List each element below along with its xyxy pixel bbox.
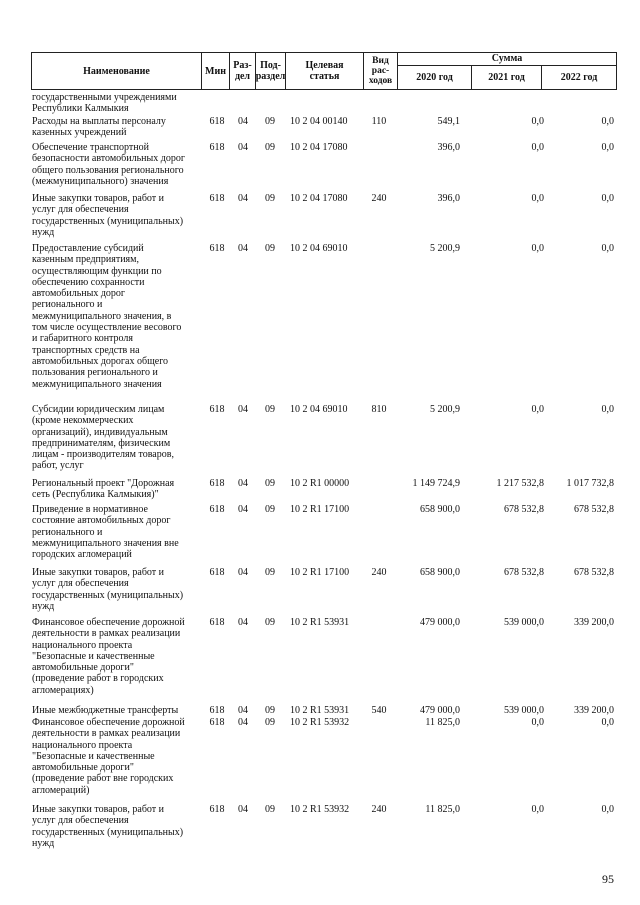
row-subsection: 09 [265, 116, 275, 127]
row-subsection: 09 [265, 567, 275, 578]
row-target-article: 10 2 R1 53931 [290, 705, 350, 716]
row-target-article: 10 2 04 69010 [290, 243, 348, 254]
row-name: Иные межбюджетные трансферты [32, 705, 179, 716]
row-name: Иные закупки товаров, работ и услуг для обеспечения государственных (муниципальных) нужд [32, 193, 184, 238]
header-expense-type: Вид рас- ходов [364, 53, 398, 89]
row-sum-2021: 0,0 [531, 142, 544, 153]
row-expense-type: 240 [371, 804, 387, 815]
row-subsection: 09 [265, 478, 275, 489]
row-section: 04 [238, 478, 248, 489]
row-section: 04 [238, 243, 248, 254]
row-target-article: 10 2 R1 53932 [290, 717, 350, 728]
row-target-article: 10 2 R1 17100 [290, 504, 350, 515]
row-name: Финансовое обеспечение дорожной деятельности в рамках реализации национального проекта "Безопасные и качественные автомобильные дороги" (проведение работ вне городских агломераций) [32, 717, 185, 796]
row-expense-type: 240 [371, 193, 387, 204]
row-ministry: 618 [209, 404, 225, 415]
row-sum-2022: 0,0 [601, 404, 614, 415]
row-ministry: 618 [209, 193, 225, 204]
row-name: Расходы на выплаты персоналу казенных учреждений [32, 116, 166, 139]
page-number: 95 [602, 872, 614, 886]
row-subsection: 09 [265, 193, 275, 204]
row-section: 04 [238, 617, 248, 628]
row-ministry: 618 [209, 116, 225, 127]
row-ministry: 618 [209, 243, 225, 254]
row-expense-type: 110 [371, 116, 387, 127]
row-expense-type: 810 [371, 404, 387, 415]
row-subsection: 09 [265, 243, 275, 254]
row-ministry: 618 [209, 142, 225, 153]
header-name: Наименование [32, 53, 202, 89]
row-subsection: 09 [265, 404, 275, 415]
row-sum-2020: 11 825,0 [425, 717, 460, 728]
row-section: 04 [238, 705, 248, 716]
row-sum-2021: 678 532,8 [504, 504, 544, 515]
row-sum-2020: 479 000,0 [420, 617, 460, 628]
row-sum-2021: 0,0 [531, 404, 544, 415]
row-subsection: 09 [265, 142, 275, 153]
row-subsection: 09 [265, 504, 275, 515]
row-sum-2022: 0,0 [601, 193, 614, 204]
header-sum: Сумма [398, 53, 616, 66]
row-target-article: 10 2 04 00140 [290, 116, 348, 127]
row-sum-2022: 339 200,0 [574, 705, 614, 716]
row-section: 04 [238, 567, 248, 578]
row-sum-2020: 396,0 [437, 142, 460, 153]
row-sum-2022: 0,0 [601, 116, 614, 127]
row-sum-2021: 0,0 [531, 804, 544, 815]
row-sum-2022: 0,0 [601, 243, 614, 254]
row-sum-2020: 549,1 [437, 116, 460, 127]
row-sum-2020: 396,0 [437, 193, 460, 204]
header-ministry: Мин [202, 53, 230, 89]
row-subsection: 09 [265, 617, 275, 628]
row-section: 04 [238, 193, 248, 204]
row-name: Предоставление субсидий казенным предприятиям, осуществляющим функции по обеспечению сохранности автомобильных дорог регионального и межмуниципального значения, в том числе осуществление весового и габаритного контроля транспортных средств на автомобильных дорогах общего пользования регионального и межмуниципального значения [32, 243, 182, 390]
header-section: Раз- дел [230, 53, 256, 89]
row-subsection: 09 [265, 717, 275, 728]
row-sum-2022: 0,0 [601, 804, 614, 815]
header-target-article: Целевая статья [286, 53, 364, 89]
row-sum-2021: 678 532,8 [504, 567, 544, 578]
row-sum-2020: 5 200,9 [430, 243, 460, 254]
row-sum-2021: 1 217 532,8 [496, 478, 544, 489]
row-target-article: 10 2 04 17080 [290, 193, 348, 204]
row-ministry: 618 [209, 478, 225, 489]
header-subsection: Под- раздел [256, 53, 286, 89]
row-target-article: 10 2 R1 00000 [290, 478, 350, 489]
row-name: Обеспечение транспортной безопасности автомобильных дорог общего пользования регионального (межмуниципального) значения [32, 142, 185, 187]
row-section: 04 [238, 717, 248, 728]
row-sum-2021: 0,0 [531, 243, 544, 254]
row-sum-2021: 0,0 [531, 193, 544, 204]
row-sum-2021: 0,0 [531, 116, 544, 127]
row-sum-2022: 339 200,0 [574, 617, 614, 628]
row-ministry: 618 [209, 705, 225, 716]
row-sum-2020: 1 149 724,9 [412, 478, 460, 489]
row-sum-2022: 678 532,8 [574, 567, 614, 578]
header-year-2020: 2020 год [398, 66, 472, 89]
row-name: Приведение в нормативное состояние автомобильных дорог регионального и межмуниципального значения вне городских агломераций [32, 504, 179, 561]
row-section: 04 [238, 404, 248, 415]
row-target-article: 10 2 04 69010 [290, 404, 348, 415]
row-target-article: 10 2 04 17080 [290, 142, 348, 153]
row-ministry: 618 [209, 567, 225, 578]
row-ministry: 618 [209, 804, 225, 815]
row-name: Региональный проект "Дорожная сеть (Республика Калмыкия)" [32, 478, 175, 501]
row-sum-2020: 658 900,0 [420, 567, 460, 578]
row-section: 04 [238, 142, 248, 153]
row-sum-2021: 539 000,0 [504, 705, 544, 716]
row-ministry: 618 [209, 617, 225, 628]
row-sum-2020: 658 900,0 [420, 504, 460, 515]
row-expense-type: 240 [371, 567, 387, 578]
row-subsection: 09 [265, 705, 275, 716]
row-name: Иные закупки товаров, работ и услуг для обеспечения государственных (муниципальных) нужд [32, 567, 184, 612]
header-year-2022: 2022 год [560, 72, 598, 83]
row-subsection: 09 [265, 804, 275, 815]
row-sum-2022: 1 017 732,8 [566, 478, 614, 489]
row-target-article: 10 2 R1 53931 [290, 617, 350, 628]
row-sum-2020: 11 825,0 [425, 804, 460, 815]
row-expense-type: 540 [371, 705, 387, 716]
row-name: Субсидии юридическим лицам (кроме некоммерческих организаций), индивидуальным предпринимателям, физическим лицам - производителям товаров, работ, услуг [32, 404, 174, 472]
row-sum-2021: 0,0 [531, 717, 544, 728]
row-ministry: 618 [209, 717, 225, 728]
row-section: 04 [238, 116, 248, 127]
row-sum-2022: 0,0 [601, 142, 614, 153]
row-section: 04 [238, 504, 248, 515]
row-sum-2020: 479 000,0 [420, 705, 460, 716]
row-name: Финансовое обеспечение дорожной деятельности в рамках реализации национального проекта "Безопасные и качественные автомобильные дороги" (проведение работ в городских агломерациях) [32, 617, 185, 696]
row-sum-2022: 678 532,8 [574, 504, 614, 515]
row-sum-2020: 5 200,9 [430, 404, 460, 415]
row-sum-2022: 0,0 [601, 717, 614, 728]
header-year-2021: 2021 год [472, 66, 542, 89]
row-target-article: 10 2 R1 53932 [290, 804, 350, 815]
row-sum-2021: 539 000,0 [504, 617, 544, 628]
row-target-article: 10 2 R1 17100 [290, 567, 350, 578]
row-name: государственными учреждениями Республики Калмыкия [32, 92, 177, 115]
row-name: Иные закупки товаров, работ и услуг для обеспечения государственных (муниципальных) нужд [32, 804, 184, 849]
row-ministry: 618 [209, 504, 225, 515]
row-section: 04 [238, 804, 248, 815]
table-header [31, 52, 617, 90]
